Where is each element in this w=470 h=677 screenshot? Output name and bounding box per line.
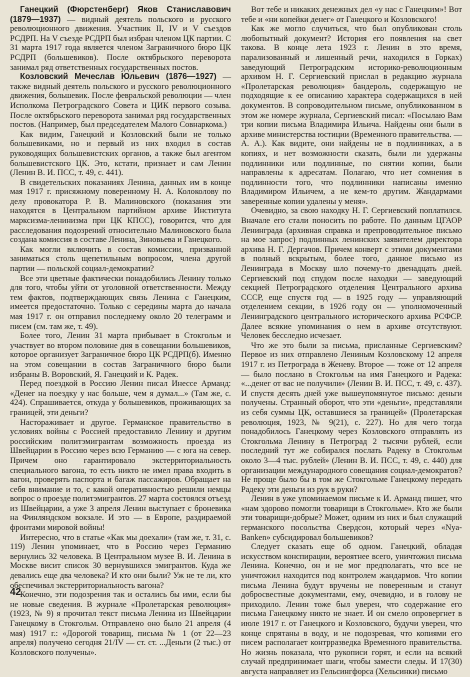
paragraph [241, 206, 462, 340]
paragraph-text: Как могли включить в состав комиссии, призванной заниматься столь щепетильным вопросом, члена другой партии — польской социал-демократии? [10, 244, 231, 274]
paragraph [241, 542, 462, 676]
paragraph [241, 24, 462, 206]
entry-heading: Козловский Мечеслав Юльевич (1876—1927) [20, 71, 217, 82]
paragraph-text: Как видим, Ганецкий и Козловский были не только большевиками, но и первый из них входил в состав руководящих большевистских органов, а также был агентом большевистского ЦК. Это, кстати, признает и сам Ленин (Ленин В. И. ПСС, т. 49, с. 441). [10, 129, 231, 178]
paragraph [10, 331, 231, 379]
paragraph-text: — также видный деятель польского и русского революционного движения, большевик. После февральской революции — член Исполкома Петроградского Совета и ЦИК первого созыва. После октябрьского переворота занимал ряд государственных постов. (Например, был председателем Малого Совнаркома.) [10, 72, 231, 130]
paragraph-text: Очевидно, за свою находку Н. Г. Сергиевский поплатился. Вначале его стали поносить по работе. По данным ЦГАОР Ленинграда (архивная справка и препроводительное письмо на мое запрос) подлинных ленинских заявителем директора архива Н. Г. Дергачов. Причем конверт с этими документами в полный вскрытым, более того, данное письмо из Ленинграда в Москву шло почему-то двенадцать дней. Сергиевский под спудом после находки — заведующий секцией Петроградского отделения Центрального архива СССР, еще спустя год — в 1925 году — управляющий отделением секции, в 1926 году он — уполномоченный Ленинградского центрального исторического архива РСФСР. Далее всякие упоминания о нем в архиве отсутствуют. Человек бесследно исчезает. [241, 206, 462, 341]
paragraph-text: Более того, Ленин 31 марта прибывает в Стокгольм и участвует во втором половине дня в совещании большевиков, которое организует Заграничное бюро ЦК РСДРП(б). Именно на этом совещании в состав Заграничного бюро были избраны В. Воровский, Я. Ганецкий и К. Радек. [10, 331, 231, 379]
paragraph [10, 379, 231, 417]
paragraph-text: — видный деятель польского и русского революционного движения. Участник II, IV и V съездов РСДРП. На V съезде РСДРП был избран членом ЦК партии. С 31 марта 1917 года является членом Заграничного бюро ЦК РСДРП (большевиков). После октябрьского переворота занимал ряд ответственных государственных постов. [10, 14, 231, 72]
paragraph-text: Перед поездкой в Россию Ленин писал Инессе Арманд: «Денег на поездку у нас больше, чем я думал...» (Там же, с. 424). Спрашивается, откуда у большевиков, проживающих за границей, эти деньги? [10, 379, 231, 417]
paragraph [10, 178, 231, 245]
paragraph-text: Ленин в уже упоминаемом письме к И. Арманд пишет, что «нам здорово помогли товарищи в Стокгольме». Кто же были эти товарищи-добрые? Может, одним из них и был служащий германского посольства Свердсон, который через «Nya-Banken» субсидировал большевиков? [241, 494, 462, 542]
paragraph-text: Что же это были за письма, присланные Сергиевским? Первое из них отправлено Лениным Козловскому 12 апреля 1917 г. из Петрограда в Женеву. Второе — тоже от 12 апреля — было послано в Стокгольм на имя Ганецкого и Радека: «...денег от вас не получили» (Ленин В. И. ПСС, т. 49, с. 437). И спустя десять дней уже вышеупомянутое письмо: деньги получены. Странный оборот, что эти «деньги», представляли из себя суммы ЦК, оставшиеся за границей» (Пролетарская революция, 1923, № 9(21), с. 227). Но для чего тогда понадобилось Ганецкому через Козловского отправлять из Стокгольма Ленину в Петроград 2 тысячи рублей, если последний тут же собирался послать Радеку в Стокгольм около 3—4 тыс. рублей» (Ленин В. И. ПСС, т. 49, с. 440) для организации международного совещания социал-демократов? Не проще было бы в том же Стокгольме Ганецкому передать Радеку эти деньги из рук в руки? [241, 340, 462, 494]
paragraph [241, 5, 462, 24]
paragraph-text: Все эти цветные фактически понадобились Ленину только для того, чтобы уйти от уголовной ответственности. Между тем фактов, подтверждающих связь Ленина с Ганецким, имеется предостаточно. Только с середины марта до начала мая 1917 г. он отправил последнему около 20 телеграмм и писем (см. там же, т. 49). [10, 273, 231, 331]
paragraph [10, 418, 231, 533]
paragraph [10, 5, 231, 72]
paragraph [10, 72, 231, 130]
paragraph-text: Настораживает и другое. Германское правительство в условиях войны с Россией предоставило Ленину и другим российским политэмигрантам возможность проезда из Швейцарии в Россию через всю Германию — с юга на север. Причем оно гарантировало экстерриториальность специального вагона, то есть никто не имел права входить в вагон, проверять паспорта и багаж пассажиров. Обращает на себя внимание и то, с какой оперативностью решили немцы вопрос о проезде политэмигрантов. 27 марта состоялся отъезд из Швейцарии, а уже 3 апреля Ленин выступает с броневика на Финляндском вокзале. И это — в Европе, раздираемой фронтами мировой войны! [10, 417, 231, 533]
paragraph [10, 533, 231, 591]
paragraph-text: Интересно, что в статье «Как мы доехали» (там же, т. 31, с. 119) Ленин упоминает, что в Россию через Германию вернулись 32 человека. В Центральном музее В. И. Ленина в Москве висит список 30 вернувшихся эмигрантов. Куда же девались еще два человека? И кто они были? Уж не те ли, кто обеспечивал экстерриториальность вагона? [10, 532, 231, 590]
entry-heading: Ганецкий (Фюрстенберг) Яков Станиславович (1879—1937) [10, 4, 231, 24]
paragraph [241, 494, 462, 542]
paragraph [10, 245, 231, 274]
text-columns [10, 4, 462, 676]
left-column [10, 4, 231, 657]
paragraph-text: Следует сказать еще об одном. Ганецкий, обладая искусством конспирации, вероятнее всего, уничтожил письма Ленина. Конечно, он и не мог предполагать, что все не уничтожил находится под контролем жандармов. Что копии письма Ленина будут вручены не поверенным и станут добросвестные документами, ему, очевидно, и в голову не приходило. Ленин тоже был уверен, что содержание его письма Ганецкому никто не знает. И он смело опровергнет в июле 1917 г. от Ганецкого и Козловского, будучи уверен, что конце спрятаны в воду, и не подозревая, что копиями его писем располагает контрразведка Временного правительства. Но жизнь показала, что рукописи горят, и если на всякий случай предпринимает шаги, чтобы замести следы. И 17(30) августа направляет из Гельсингфорса (Хельсинки) письмо [241, 542, 462, 676]
paragraph-text: Конечно, эти подозрения так и остались бы ими, если бы не новые сведения. В журнале «Пролетарская революция» (1923, № 9) я прочитал текст письма Ленина из Швейцарии Ганецкому в Стокгольм. Отправлено оно было 21 апреля (4 мая) 1917 г.: «Дорогой товарищ, письма № 1 (от 22—23 апреля) получено сегодня 21/IV — ст. ст. ...Деньги (2 тыс.) от Козловского получены». [10, 590, 231, 657]
paragraph-text: В свидетельских показаниях Ленина, данных им в конце мая 1917 г. присяжному поверенному Н. А. Колоколову по делу провокатора Р. В. Малиновского (показания эти находятся в Центральном партийном архиве Института марксизма-ленинизма при ЦК КПСС), говорится, что для расследования подозрений относительно Малиновского была создана комиссия в составе Ленина, Зиновьева и Ганецкого. [10, 177, 231, 245]
paragraph [241, 341, 462, 495]
page-number: 42 [10, 587, 22, 598]
paragraph [10, 274, 231, 332]
paragraph [10, 130, 231, 178]
paragraph-text: Вот тебе и никаких денежных дел «у нас с Ганецким»! Вот тебе и «ни копейки денег» от Ганецкого и Козловского! [241, 5, 462, 24]
paragraph [10, 590, 231, 657]
paragraph-text: Как же могло случиться, что был опубликован столь любопытный документ? История его появления на свет такова. В конце лета 1923 г. Ленин в это время, парализованный и лишенный речи, находился в Горках) заведующий Петроградским историко-революционным архивом Н. Г. Сергиевский прислал в редакцию журнала «Пролетарская революция» бандероль, содержащую не подходящие к ее описанию характера содержащихся в ней документов. В сопроводительном письме, опубликованном в этом же номере журнала, Сергиевский писал: «Посылаю Вам три копии письма Владимира Ильича. Найдены они были в архиве министерства юстиции (Временного правительства. — А. А.). Как видите, они найдены не в подлинниках, а в копиях, и нет возможности сказать, были ли удержаны подлинники или подлинные, по снятии копии, были направлены к адресатам. Полагаю, что нет сомнения в подлинности того, что подлинники написаны именно Владимиром Ильичем, а не кем-то другим. Жандармами заверенные копии удалены у меня». [241, 24, 462, 206]
right-column [241, 5, 462, 676]
